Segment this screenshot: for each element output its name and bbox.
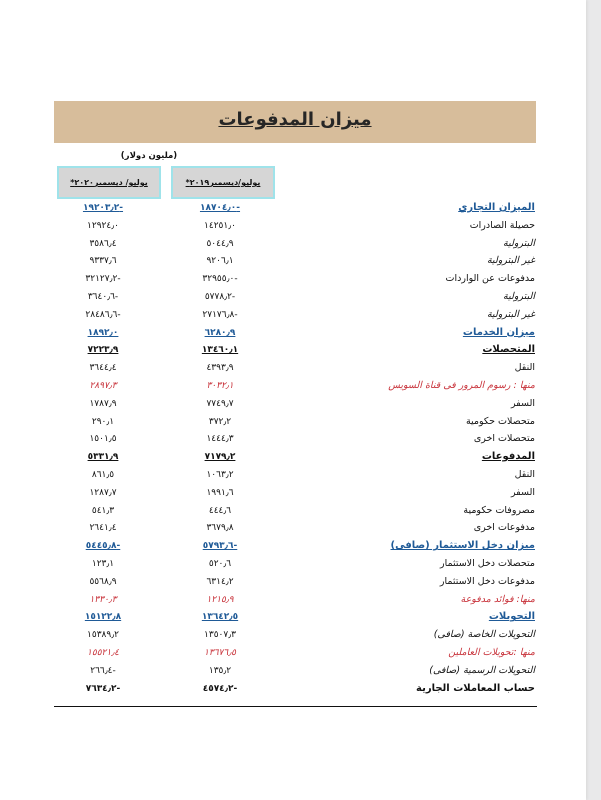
row-label: ميزان دخل الاستثمار (صافى) — [390, 540, 535, 552]
value-2019: -٢٧١٧٦٫٨ — [202, 309, 238, 320]
row-label: ميزان الخدمات — [462, 326, 535, 338]
value-2020: ١٣٣٠٫٣ — [89, 594, 117, 605]
value-2020: ٢٨٩٧٫٣ — [89, 381, 117, 391]
value-2020: ٢٦٤١٫٤ — [89, 523, 117, 534]
value-2019: ٦٣١٤٫٢ — [206, 576, 234, 587]
table-row — [54, 468, 537, 485]
value-2019: ٣٧٢٫٢ — [208, 416, 232, 427]
value-2019: ٤٣٩٣٫٩ — [206, 363, 234, 374]
row-label: السفر — [510, 486, 535, 498]
value-2020: ٨٦١٫٥ — [91, 470, 115, 480]
table-row — [54, 664, 537, 681]
value-2019: ٧٧٤٩٫٧ — [206, 398, 234, 409]
value-2020: ١٢٨٧٫٧ — [89, 487, 117, 498]
table-row — [54, 379, 537, 396]
row-label: مصروفات حكومية — [463, 504, 535, 516]
row-label: متحصلات دخل الاستثمار — [440, 558, 535, 569]
value-2019: ١٣٦٧٦٫٥ — [204, 648, 236, 658]
unit-label: (مليون دولار) — [120, 151, 178, 161]
table-row — [54, 610, 537, 627]
row-label: الميزان التجاري — [458, 202, 535, 213]
table-row — [54, 432, 537, 449]
value-2020: ٥٣٣١٫٩ — [87, 452, 119, 463]
value-2019: -٣٢٩٥٥٫٠ — [202, 274, 238, 285]
table-row — [54, 237, 537, 254]
value-2019: ١٣٥٠٧٫٣ — [204, 630, 236, 641]
value-2019: ٤٤٤٫٦ — [208, 505, 232, 516]
table-row — [54, 682, 537, 699]
column-header-2019-label: يوليو/ديسمبر٢٠١٩* — [185, 178, 261, 187]
row-label: التحويلات — [488, 611, 535, 623]
row-label: حساب المعاملات الجارية — [416, 682, 535, 694]
row-label: متحصلات حكومية — [465, 415, 535, 427]
table-row — [54, 415, 537, 432]
value-2019: ١٤٤٤٫٣ — [206, 434, 234, 445]
table-row — [54, 219, 537, 236]
value-2020: -٣٦٤٠٫٦ — [87, 292, 119, 302]
value-2019: ٩٢٠٦٫١ — [206, 256, 234, 267]
table-row — [54, 557, 537, 574]
value-2019: ٧١٧٩٫٢ — [204, 452, 236, 463]
table-row — [54, 361, 537, 378]
table-row — [54, 308, 537, 325]
row-label: غير البترولية — [486, 255, 535, 267]
table-row — [54, 593, 537, 610]
value-2020: ٩٣٣٧٫٦ — [89, 256, 117, 267]
table-row — [54, 272, 537, 289]
value-2019: ١٣٥٫٢ — [208, 665, 232, 676]
value-2019: -٥٧٧٨٫٢ — [204, 292, 236, 302]
row-label: المدفوعات — [481, 451, 535, 463]
value-2019: ١٤٢٥١٫٠ — [204, 220, 236, 231]
value-2019: -٥٧٩٣٫٦ — [202, 541, 238, 552]
row-label: مدفوعات دخل الاستثمار — [439, 575, 535, 587]
value-2020: ٢٩٠٫١ — [91, 416, 115, 427]
column-header-2019 — [171, 166, 275, 199]
value-2019: ١٩٩١٫٦ — [206, 487, 234, 498]
table-row — [54, 201, 537, 218]
table-row — [54, 504, 537, 521]
value-2019: ٦٢٨٠٫٩ — [204, 327, 236, 338]
table-row — [54, 575, 537, 592]
value-2020: ٥٤١٫٣ — [91, 505, 115, 516]
value-2020: ٧٢٢٣٫٩ — [87, 345, 119, 356]
row-label: غير البترولية — [486, 308, 535, 320]
value-2020: ١٥١٢٢٫٨ — [84, 612, 122, 623]
value-2020: ١٥٣٨٩٫٢ — [87, 630, 119, 641]
row-label: البترولية — [503, 237, 535, 249]
page-title: ميزان المدفوعات — [218, 109, 372, 130]
value-2020: -٢٦٦٫٤ — [90, 665, 116, 676]
row-label: النقل — [514, 362, 535, 374]
value-2020: -٥٤٤٥٫٨ — [85, 541, 121, 552]
value-2019: -١٨٧٠٤٫٠ — [199, 203, 241, 213]
value-2019: ١٣٤٦٠٫١ — [201, 345, 239, 356]
value-2019: ١٣٦٤٢٫٥ — [201, 612, 239, 623]
table-row — [54, 343, 537, 360]
table-row — [54, 290, 537, 307]
row-label: التحويلات الرسمية (صافى) — [429, 664, 535, 676]
value-2020: ١٥٥٢١٫٤ — [87, 648, 119, 658]
value-2020: -٣٢١٢٧٫٢ — [85, 274, 121, 285]
value-2020: ١٢٣٫١ — [91, 559, 115, 569]
row-label: مدفوعات اخرى — [473, 522, 535, 534]
value-2019: ٥٢٠٫٦ — [208, 559, 232, 569]
value-2019: ١٢١٥٫٩ — [206, 594, 234, 605]
value-2020: ١٧٨٧٫٩ — [89, 398, 117, 409]
column-header-2020-label: يوليو/ ديسمبر٢٠٢٠* — [70, 178, 148, 187]
total-rule — [54, 706, 537, 707]
row-label: التحويلات الخاصة (صافى) — [433, 629, 535, 641]
table-row — [54, 326, 537, 343]
table-row — [54, 450, 537, 467]
value-2020: ٣٥٨٦٫٤ — [89, 238, 117, 249]
table-row — [54, 646, 537, 663]
table-row — [54, 539, 537, 556]
table-row — [54, 254, 537, 271]
value-2020: ١٨٩٢٫٠ — [87, 327, 119, 338]
row-label: البترولية — [503, 291, 535, 302]
row-label: النقل — [514, 469, 535, 480]
value-2020: ١٥٠١٫٥ — [89, 434, 117, 445]
value-2020: -٢٨٤٨٦٫٦ — [85, 309, 121, 320]
value-2020: ١٢٩٢٤٫٠ — [87, 220, 119, 231]
column-header-2020 — [57, 166, 161, 199]
table-row — [54, 486, 537, 503]
value-2019: -٤٥٧٤٫٢ — [202, 683, 238, 694]
table-row — [54, 521, 537, 538]
row-label: منها: فوائد مدفوعة — [460, 593, 535, 605]
row-label: منها : رسوم المرور فى قناة السويس — [388, 380, 535, 391]
table-row — [54, 397, 537, 414]
row-label: مدفوعات عن الواردات — [445, 273, 535, 285]
table-row — [54, 628, 537, 645]
value-2019: ٣٠٣٢٫١ — [206, 381, 234, 391]
value-2019: ١٠٦٣٫٢ — [206, 470, 234, 480]
value-2020: -١٩٢٠٣٫٢ — [82, 203, 124, 213]
row-label: السفر — [510, 397, 535, 409]
row-label: منها :تحويلات العاملين — [448, 647, 535, 658]
row-label: متحصلات اخرى — [473, 433, 535, 445]
value-2020: -٧٦٣٤٫٢ — [85, 683, 121, 694]
value-2019: ٣٦٧٩٫٨ — [206, 523, 234, 534]
title-banner — [54, 101, 536, 143]
value-2020: ٥٥٦٨٫٩ — [89, 576, 117, 587]
row-label: حصيلة الصادرات — [469, 219, 535, 231]
row-label: المتحصلات — [482, 344, 535, 356]
value-2020: ٣٦٤٤٫٤ — [89, 363, 117, 374]
value-2019: ٥٠٤٤٫٩ — [206, 238, 234, 249]
